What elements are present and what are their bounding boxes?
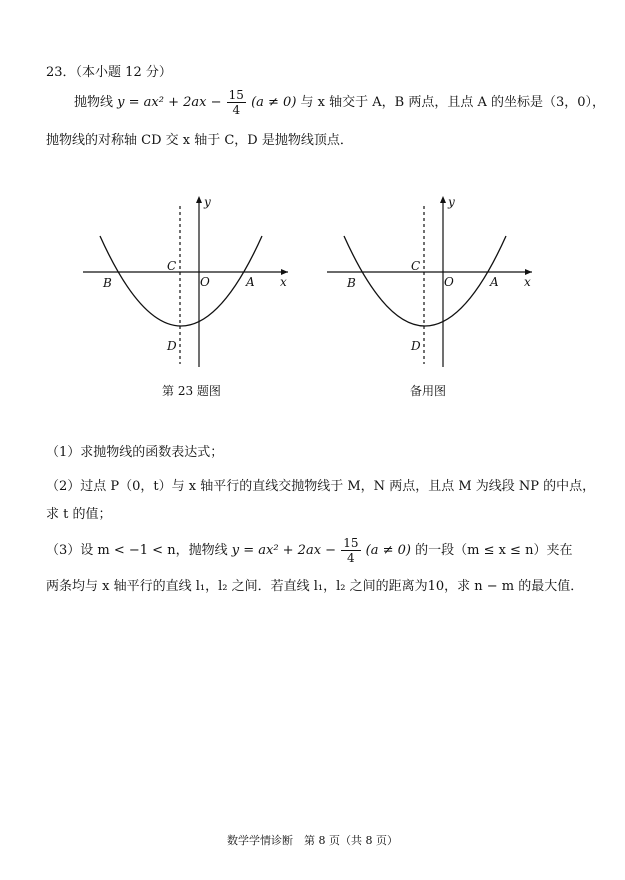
label-y: y	[204, 195, 211, 209]
problem-header	[46, 64, 172, 82]
label-C: C	[411, 259, 421, 273]
problem-number: 23．	[46, 65, 76, 80]
question-2-line-2: 求 t 的值；	[46, 507, 112, 522]
figure-backup	[322, 192, 537, 372]
label-D: D	[411, 339, 421, 353]
figure-caption-backup: 备用图	[410, 384, 447, 398]
intro-prefix: 抛物线	[74, 95, 114, 110]
equation-condition: (a ≠ 0)	[251, 95, 297, 110]
q3-suffix: 的一段（m ≤ x ≤ n）夹在	[415, 543, 573, 558]
label-y: y	[448, 195, 455, 209]
label-C: C	[167, 259, 177, 273]
q3-equation-condition: (a ≠ 0)	[365, 543, 411, 558]
parabola-curve	[344, 236, 506, 326]
label-x: x	[280, 275, 287, 289]
q3-fraction-15-over-4	[341, 536, 360, 565]
figure-caption-23: 第 23 题图	[162, 384, 221, 398]
label-A: A	[246, 275, 255, 289]
label-O: O	[200, 275, 210, 289]
y-axis-arrow	[440, 196, 446, 203]
y-axis-arrow	[196, 196, 202, 203]
parabola-equation-head: y = ax² + 2ax −	[117, 95, 222, 110]
label-D: D	[167, 339, 177, 353]
score-note: （本小题 12 分）	[75, 65, 172, 80]
parabola-curve	[100, 236, 262, 326]
label-O: O	[444, 275, 454, 289]
label-x: x	[524, 275, 531, 289]
figure-23	[78, 192, 293, 372]
question-1: （1）求抛物线的函数表达式；	[46, 445, 224, 460]
intro-suffix: 与 x 轴交于 A，B 两点，且点 A 的坐标是（3，0），	[300, 95, 606, 110]
label-A: A	[490, 275, 499, 289]
question-2-line-1: （2）过点 P（0，t）与 x 轴平行的直线交抛物线于 M，N 两点，且点 M 为线段 NP 的中点，	[46, 479, 596, 494]
problem-intro-line	[74, 88, 605, 117]
fraction-denominator: 4	[232, 103, 241, 117]
q3-equation-head: y = ax² + 2ax −	[231, 543, 337, 558]
question-3-line-2: 两条均与 x 轴平行的直线 l₁，l₂ 之间．若直线 l₁，l₂ 之间的距离为10，求 n − m 的最大值．	[46, 579, 584, 594]
q3-fraction-numerator: 15	[343, 536, 359, 550]
q3-fraction-denominator: 4	[347, 551, 355, 565]
label-B: B	[347, 276, 356, 290]
problem-line-2: 抛物线的对称轴 CD 交 x 轴于 C，D 是抛物线顶点．	[46, 133, 353, 148]
fraction-numerator: 15	[228, 88, 244, 102]
q3-prefix: （3）设 m < −1 < n，抛物线	[46, 543, 228, 558]
label-B: B	[103, 276, 112, 290]
fraction-15-over-4	[227, 88, 246, 117]
page-footer: 数学学情诊断 第 8 页（共 8 页）	[227, 834, 398, 847]
question-3-line-1	[46, 536, 572, 565]
